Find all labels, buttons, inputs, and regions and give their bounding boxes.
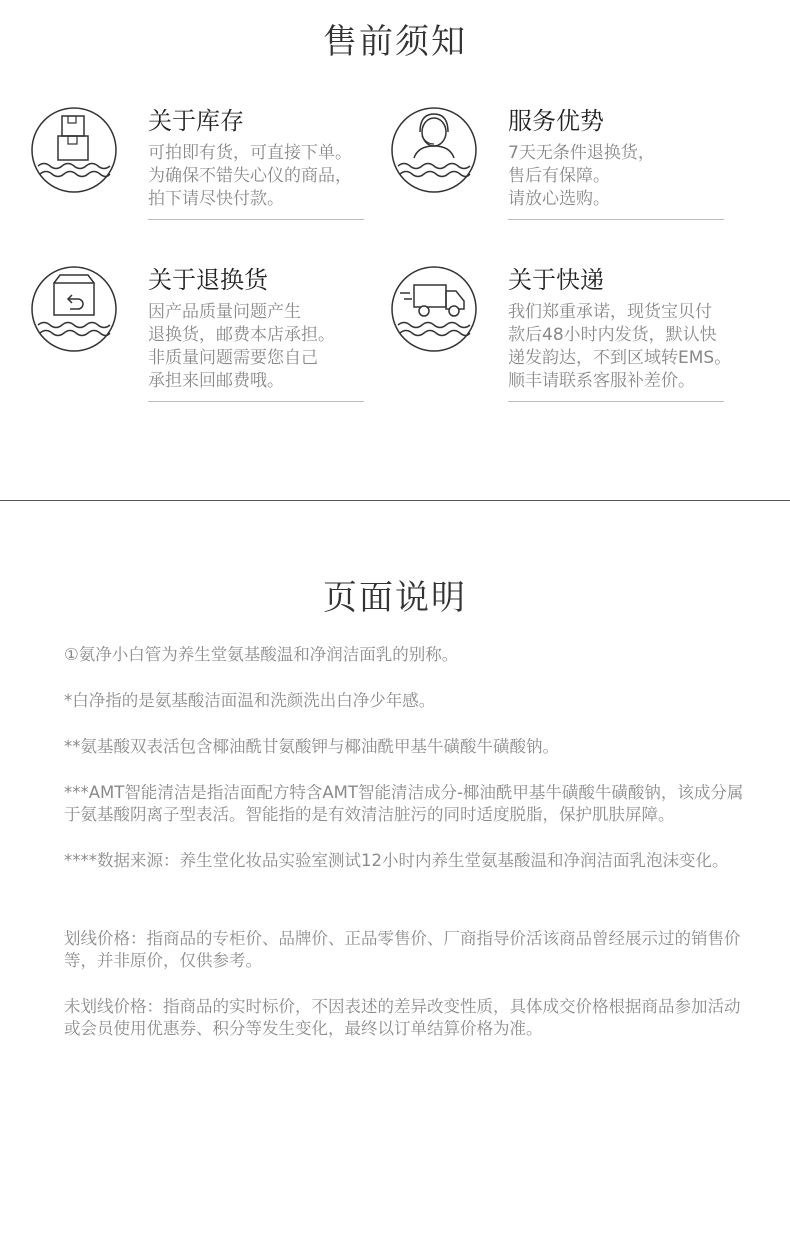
feature-return — [30, 265, 400, 405]
delivery-truck-icon — [390, 265, 478, 353]
presale-title: 售前须知 — [323, 22, 467, 62]
package-icon — [30, 106, 118, 194]
divider-line — [508, 219, 724, 220]
note-text: *白净指的是氨基酸洁面温和洗颜洗出白净少年感。 — [64, 691, 436, 710]
divider-line — [148, 219, 364, 220]
feature-heading: 服务优势 — [508, 107, 604, 135]
feature-description: 可拍即有货，可直接下单。 为确保不错失心仪的商品， 拍下请尽快付款。 — [148, 143, 352, 209]
customer-service-icon — [390, 106, 478, 194]
feature-heading: 关于退换货 — [148, 266, 268, 294]
feature-heading: 关于快递 — [508, 266, 604, 294]
page-notes-title: 页面说明 — [323, 578, 467, 618]
feature-heading: 关于库存 — [148, 107, 244, 135]
feature-stock — [30, 106, 400, 246]
return-box-icon — [30, 265, 118, 353]
feature-description: 我们郑重承诺，现货宝贝付 款后48小时内发货，默认快 递发韵达，不到区域转EMS。 顺丰请联系客服补差价。 — [508, 302, 732, 391]
divider-line — [148, 401, 364, 402]
note-text: 未划线价格：指商品的实时标价，不因表述的差异改变性质，具体成交价格根据商品参加活动或会员使用优惠券、积分等发生变化，最终以订单结算价格为准。 — [64, 997, 741, 1038]
feature-description: 7天无条件退换货， 售后有保障。 请放心选购。 — [508, 143, 655, 209]
feature-description: 因产品质量问题产生 退换货，邮费本店承担。 非质量问题需要您自己 承担来回邮费哦。 — [148, 302, 335, 391]
divider-line — [508, 401, 724, 402]
note-text: **氨基酸双表活包含椰油酰甘氨酸钾与椰油酰甲基牛磺酸牛磺酸钠。 — [64, 737, 559, 756]
note-text: ①氨净小白管为养生堂氨基酸温和净润洁面乳的别称。 — [64, 645, 459, 664]
feature-service — [390, 106, 760, 246]
note-text: ***AMT智能清洁是指洁面配方特含AMT智能清洁成分-椰油酰甲基牛磺酸牛磺酸钠，该成分属于氨基酸阴离子型表活。智能指的是有效清洁脏污的同时适度脱脂，保护肌肤屏障。 — [64, 783, 744, 824]
note-text: ****数据来源：养生堂化妆品实验室测试12小时内养生堂氨基酸温和净润洁面乳泡沫变化。 — [64, 851, 729, 870]
feature-shipping — [390, 265, 760, 405]
section-divider — [0, 500, 790, 501]
page-notes-list — [64, 644, 754, 1064]
note-text: 划线价格：指商品的专柜价、品牌价、正品零售价、厂商指导价活该商品曾经展示过的销售价等，并非原价，仅供参考。 — [64, 929, 741, 970]
